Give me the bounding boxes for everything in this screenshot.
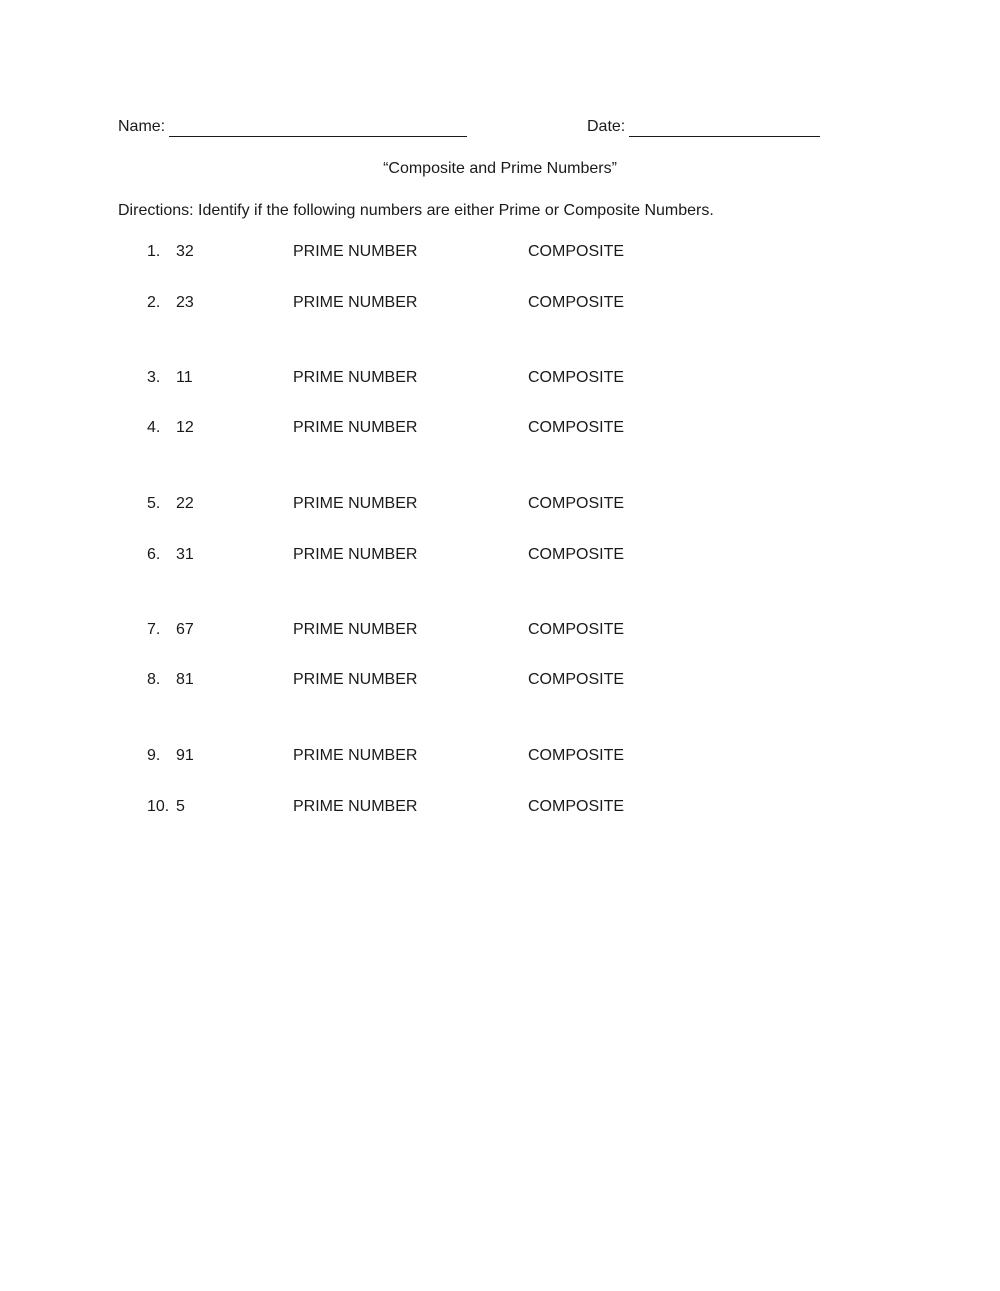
question-item [0, 745, 1000, 767]
composite-option[interactable]: COMPOSITE [528, 243, 625, 260]
question-item [0, 544, 1000, 566]
item-value: 31 [176, 546, 194, 563]
composite-option[interactable]: COMPOSITE [528, 495, 625, 512]
prime-option[interactable]: PRIME NUMBER [293, 546, 418, 563]
worksheet-title: “Composite and Prime Numbers” [383, 160, 617, 177]
item-number: 10. [147, 798, 170, 815]
item-number: 9. [147, 747, 161, 764]
prime-option[interactable]: PRIME NUMBER [293, 621, 418, 638]
name-blank-line[interactable] [169, 119, 467, 137]
prime-option[interactable]: PRIME NUMBER [293, 243, 418, 260]
prime-option[interactable]: PRIME NUMBER [293, 495, 418, 512]
date-label: Date: [587, 118, 626, 135]
question-item [0, 669, 1000, 691]
item-number: 3. [147, 369, 161, 386]
item-value: 91 [176, 747, 194, 764]
question-item [0, 367, 1000, 389]
composite-option[interactable]: COMPOSITE [528, 671, 625, 688]
prime-option[interactable]: PRIME NUMBER [293, 747, 418, 764]
question-item [0, 241, 1000, 263]
question-item [0, 417, 1000, 439]
question-item [0, 796, 1000, 818]
composite-option[interactable]: COMPOSITE [528, 419, 625, 436]
item-value: 22 [176, 495, 194, 512]
item-value: 67 [176, 621, 194, 638]
item-number: 7. [147, 621, 161, 638]
item-value: 23 [176, 294, 194, 311]
composite-option[interactable]: COMPOSITE [528, 798, 625, 815]
composite-option[interactable]: COMPOSITE [528, 747, 625, 764]
item-value: 5 [176, 798, 185, 815]
item-value: 11 [176, 369, 193, 386]
item-number: 4. [147, 419, 161, 436]
directions-text: Directions: Identify if the following numbers are either Prime or Composite Numbers. [118, 202, 714, 219]
prime-option[interactable]: PRIME NUMBER [293, 294, 418, 311]
prime-option[interactable]: PRIME NUMBER [293, 419, 418, 436]
item-number: 1. [147, 243, 161, 260]
item-number: 6. [147, 546, 161, 563]
item-value: 32 [176, 243, 194, 260]
name-label: Name: [118, 118, 166, 135]
date-field [587, 117, 820, 137]
item-value: 12 [176, 419, 194, 436]
question-item [0, 292, 1000, 314]
item-number: 5. [147, 495, 161, 512]
item-number: 2. [147, 294, 161, 311]
item-number: 8. [147, 671, 161, 688]
composite-option[interactable]: COMPOSITE [528, 294, 625, 311]
item-value: 81 [176, 671, 194, 688]
composite-option[interactable]: COMPOSITE [528, 546, 625, 563]
question-item [0, 493, 1000, 515]
prime-option[interactable]: PRIME NUMBER [293, 798, 418, 815]
prime-option[interactable]: PRIME NUMBER [293, 369, 418, 386]
name-field [118, 117, 467, 137]
header-row [118, 117, 828, 141]
date-blank-line[interactable] [629, 119, 820, 137]
question-item [0, 619, 1000, 641]
composite-option[interactable]: COMPOSITE [528, 621, 625, 638]
composite-option[interactable]: COMPOSITE [528, 369, 625, 386]
prime-option[interactable]: PRIME NUMBER [293, 671, 418, 688]
